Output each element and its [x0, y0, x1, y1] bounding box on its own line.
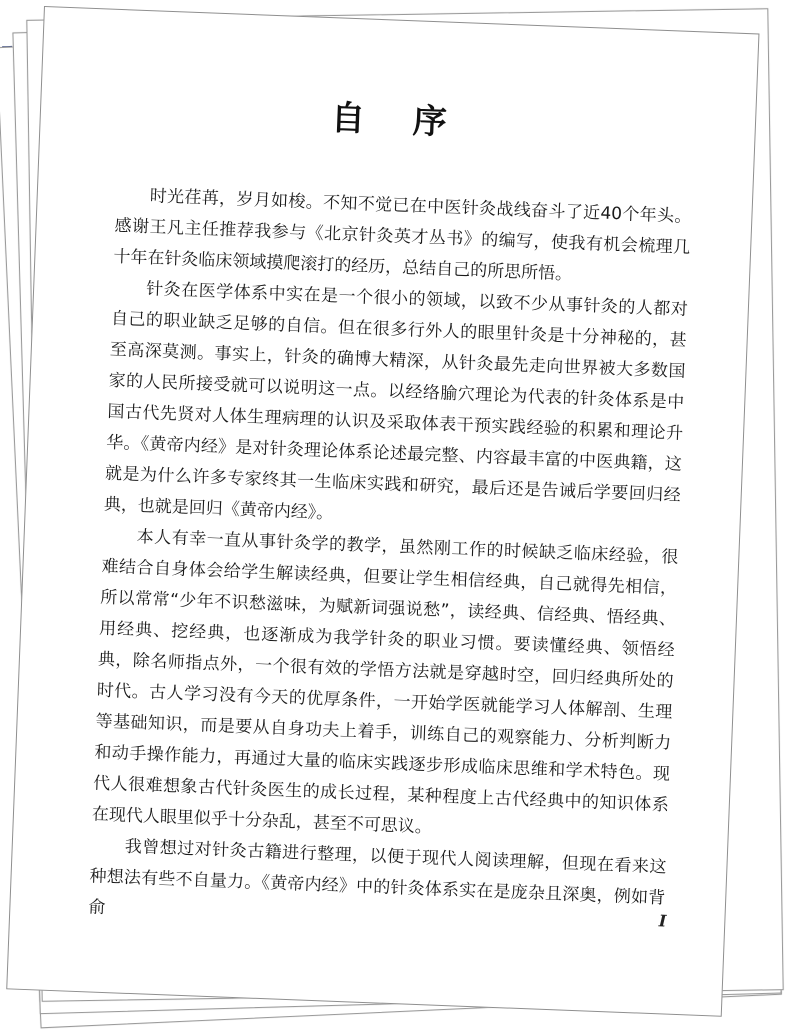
- document-page: [6, 6, 759, 1017]
- paragraph: 针灸在医学体系中实在是一个很小的领域，以致不少从事针灸的人都对自己的职业缺乏足够的自信。但在很多行外人的眼里针灸是十分神秘的，甚至高深莫测。事实上，针灸的确博大精深，从针灸最先走向世界被大多数国家的人民所接受就可以说明这一点。以经络腧穴理论为代表的针灸体系是中国古代先贤对人体生理病理的认识及采取体表干预实践经验的积累和理论升华。《黄帝内经》是对针灸理论体系论述最完整、内容最丰富的中医典籍，这就是为什么许多专家终其一生临床实践和研究，最后还是告诫后学要回归经典，也就是回归《黄帝内经》。: [103, 279, 689, 524]
- preface-body: [88, 180, 692, 946]
- page-title: 自 序: [330, 98, 466, 144]
- page-number: I: [658, 911, 667, 931]
- paragraph: 本人有幸一直从事针灸学的教学，虽然刚工作的时候缺乏临床经验，很难结合自身体会给学生解读经典，但要让学生相信经典，自己就得先相信，所以常常“少年不识愁滋味，为赋新词强说愁”，读经典、信经典、悟经典、用经典、挖经典，也逐渐成为我学针灸的职业习惯。要读懂经典、领悟经典，除名师指点外，一个很有效的学悟方法就是穿越时空，回归经典所处的时代。古人学习没有今天的优厚条件，一开始学医就能学习人体解剖、生理等基础知识，而是要从自身功夫上着手，训练自己的观察能力、分析判断力和动手操作能力，再通过大量的临床实践逐步形成临床思维和学术特色。现代人很难想象古代针灸医生的成长过程，某种程度上古代经典中的知识体系在现代人眼里似乎十分杂乱，甚至不可思议。: [91, 526, 679, 838]
- paragraph: 我曾想过对针灸古籍进行整理，以便于现代人阅读理解，但现在看来这种想法有些不自量力。《黄帝内经》中的针灸体系实在是庞杂且深奥，例如背俞: [88, 836, 667, 919]
- paragraph: 时光荏苒，岁月如梭。不知不觉已在中医针灸战线奋斗了近40个年头。感谢王凡主任推荐我参与《北京针灸英才丛书》的编写，使我有机会梳理几十年在针灸临床领域摸爬滚打的经历，总结自己的所思所悟。: [113, 186, 692, 285]
